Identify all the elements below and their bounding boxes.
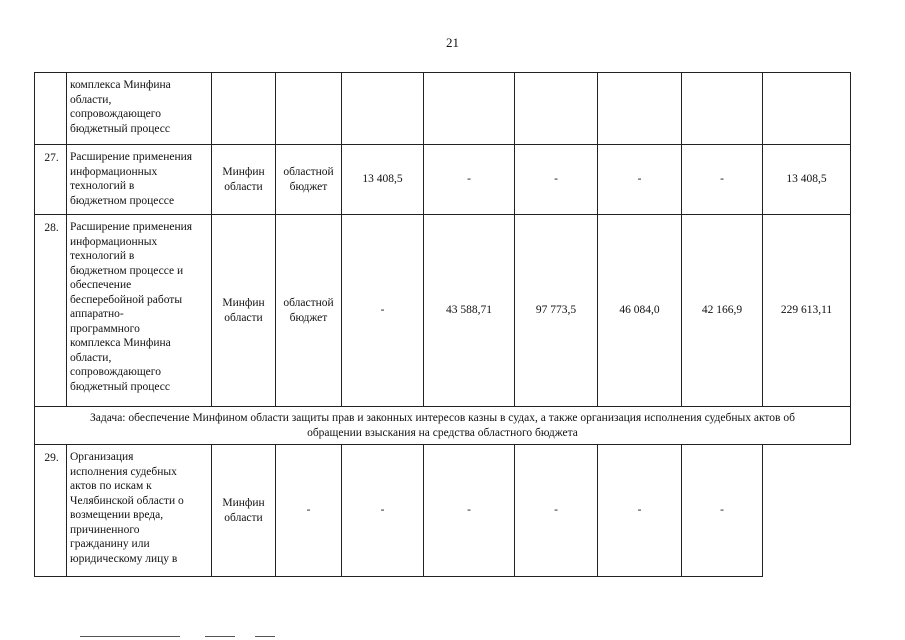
executor-cell [212, 73, 276, 145]
table-row [35, 445, 851, 577]
value-cell [342, 73, 424, 145]
cell-line: технологий в [70, 250, 135, 262]
cell-line: программного [70, 322, 140, 335]
value-cell: 13 408,5 [763, 145, 851, 215]
value-cell: 97 773,5 [515, 215, 598, 407]
value-cell: - [598, 445, 682, 577]
funding-source-cell [276, 215, 342, 407]
value-cell: - [682, 145, 763, 215]
value-cell: - [598, 145, 682, 215]
value-cell: 46 084,0 [598, 215, 682, 407]
value-cell: - [682, 445, 763, 577]
task-line: обращении взыскания на средства областного бюджета [307, 426, 578, 439]
row-number: 28. [35, 215, 67, 407]
cell-line: обеспечение [70, 279, 132, 291]
cell-line: актов по искам к [70, 480, 152, 492]
value-cell: 13 408,5 [342, 145, 424, 215]
cell-line: бюджет [289, 311, 328, 324]
cell-line: бюджетном процессе [70, 194, 175, 207]
cell-line: комплекса Минфина [70, 337, 171, 349]
program-table [34, 72, 851, 577]
task-row [35, 407, 851, 445]
value-cell: - [515, 445, 598, 577]
cell-line: области [224, 180, 263, 193]
cell-line: областной [283, 166, 334, 178]
funding-source-cell [276, 73, 342, 145]
table-row [35, 73, 851, 145]
value-cell: - [342, 445, 424, 577]
row-description [67, 215, 212, 407]
value-cell: - [276, 445, 342, 577]
cell-line: бюджет [289, 180, 328, 193]
value-cell [515, 73, 598, 145]
executor-cell [212, 445, 276, 577]
value-cell [424, 73, 515, 145]
row-number: 27. [35, 145, 67, 215]
cell-line: гражданину или [70, 538, 150, 550]
cell-line: Челябинской области о [70, 494, 184, 507]
page-number: 21 [446, 35, 459, 50]
cell-line: области [224, 511, 263, 524]
value-cell [598, 73, 682, 145]
row-description [67, 145, 212, 215]
cell-line: возмещении вреда, [70, 509, 164, 521]
cell-line: информационных [70, 165, 158, 178]
cell-line: технологий в [70, 180, 135, 192]
cell-line: Минфин [222, 166, 265, 178]
value-cell: 42 166,9 [682, 215, 763, 407]
table-body [35, 73, 851, 577]
footer-marks [80, 636, 280, 638]
cell-line: Расширение применения [70, 221, 193, 233]
row-number [35, 73, 67, 145]
row-description [67, 73, 212, 145]
executor-cell [212, 145, 276, 215]
cell-line: области, [70, 93, 112, 106]
cell-line: Организация [70, 451, 134, 463]
value-cell: 43 588,71 [424, 215, 515, 407]
row-description [67, 445, 212, 577]
cell-line: сопровождающего [70, 108, 161, 120]
table-row [35, 145, 851, 215]
value-cell: - [342, 215, 424, 407]
value-cell [763, 73, 851, 145]
task-description [35, 407, 851, 445]
cell-line: области [224, 311, 263, 324]
cell-line: областной [283, 297, 334, 309]
row-number: 29. [35, 445, 67, 577]
value-cell: - [424, 445, 515, 577]
cell-line: комплекса Минфина [70, 79, 171, 91]
cell-line: бесперебойной работы [70, 293, 183, 306]
value-cell [682, 73, 763, 145]
cell-line: Расширение применения [70, 151, 193, 163]
cell-line: Минфин [222, 297, 265, 309]
value-cell: - [515, 145, 598, 215]
cell-line: бюджетный процесс [70, 380, 170, 393]
cell-line: исполнения судебных [70, 465, 177, 478]
cell-line: аппаратно- [70, 308, 124, 320]
cell-line: сопровождающего [70, 366, 161, 378]
cell-line: бюджетном процессе и [70, 264, 184, 277]
cell-line: юридическому лицу в [70, 552, 178, 565]
cell-line: информационных [70, 235, 158, 248]
cell-line: причиненного [70, 523, 140, 536]
value-cell: 229 613,11 [763, 215, 851, 407]
funding-source-cell [276, 145, 342, 215]
cell-line: бюджетный процесс [70, 122, 170, 135]
executor-cell [212, 215, 276, 407]
cell-line: области, [70, 351, 112, 364]
table-row [35, 215, 851, 407]
task-line: Задача: обеспечение Минфином области защиты прав и законных интересов казны в судах, а также организация исполнения судебных актов об [90, 412, 795, 424]
cell-line: Минфин [222, 497, 265, 509]
value-cell: - [424, 145, 515, 215]
